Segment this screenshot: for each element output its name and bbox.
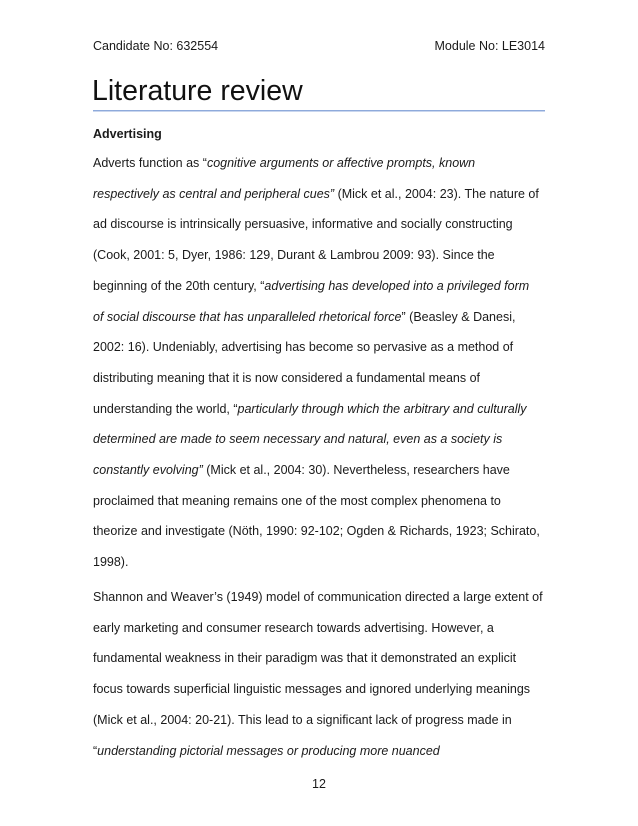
body-text: beginning of the 20th century, “: [93, 278, 265, 293]
italic-quote-text: understanding pictorial messages or producing more nuanced: [97, 743, 440, 758]
body-text: (Cook, 2001: 5, Dyer, 1986: 129, Durant & Lambrou 2009: 93). Since the: [93, 248, 495, 263]
body-text: (Mick et al., 2004: 20-21). This lead to a significant lack of progress made in: [93, 712, 512, 727]
module-number: Module No: LE3014: [434, 39, 545, 53]
body-text: 2002: 16). Undeniably, advertising has become so pervasive as a method of: [93, 340, 514, 355]
body-text: theorize and investigate (Nöth, 1990: 92-102; Ogden & Richards, 1923; Schirato,: [93, 524, 540, 539]
body-text: Adverts function as “: [93, 156, 207, 170]
text-line: [93, 743, 440, 759]
italic-quote-text: respectively as central and peripheral cues”: [93, 186, 335, 201]
text-line: [93, 278, 529, 294]
body-text: fundamental weakness in their paradigm was that it demonstrated an explicit: [93, 651, 517, 666]
text-line: [93, 523, 540, 539]
italic-quote-text: advertising has developed into a privileged form: [264, 278, 530, 293]
text-line: [93, 370, 480, 386]
body-text: focus towards superficial linguistic messages and ignored underlying meanings: [93, 682, 531, 697]
text-line: [93, 309, 515, 325]
section-title: Literature review: [92, 75, 303, 107]
page-number: 12: [312, 777, 326, 791]
body-text: early marketing and consumer research towards advertising. However, a: [93, 620, 494, 635]
text-line: [93, 216, 513, 232]
body-text: “: [93, 743, 98, 758]
body-text: Shannon and Weaver’s (1949) model of communication directed a large extent of: [93, 590, 543, 604]
candidate-number: Candidate No: 632554: [93, 39, 219, 53]
body-text: ad discourse is intrinsically persuasive, informative and socially constructing: [93, 217, 513, 232]
body-text: (Mick et al., 2004: 23). The nature of: [334, 186, 539, 201]
text-line: [93, 186, 539, 202]
italic-quote-text: determined are made to seem necessary and natural, even as a society is: [93, 432, 503, 447]
text-line: [93, 247, 495, 263]
text-line: [93, 681, 530, 697]
body-text: (Mick et al., 2004: 30). Nevertheless, researchers have: [202, 463, 510, 477]
italic-quote-text: constantly evolving”: [93, 463, 203, 477]
body-text: distributing meaning that it is now considered a fundamental means of: [93, 370, 481, 385]
text-line: [93, 554, 128, 570]
text-line: [93, 589, 543, 605]
body-text: 1998).: [93, 555, 129, 570]
text-line: [93, 712, 512, 728]
italic-quote-text: of social discourse that has unparalleled rhetorical force: [93, 309, 402, 324]
italic-quote-text: cognitive arguments or affective prompts, known: [206, 156, 476, 170]
title-underline: [93, 110, 545, 112]
text-line: [93, 155, 475, 171]
text-line: [93, 493, 501, 509]
text-line: [93, 462, 510, 478]
text-line: [93, 339, 513, 355]
italic-quote-text: particularly through which the arbitrary and culturally: [237, 401, 527, 416]
body-text: understanding the world, “: [93, 401, 238, 416]
text-line: [93, 620, 494, 636]
text-line: [93, 431, 502, 447]
text-line: [93, 401, 527, 417]
text-line: [93, 650, 516, 666]
body-text: ” (Beasley & Danesi,: [401, 309, 516, 324]
body-text: proclaimed that meaning remains one of the most complex phenomena to: [93, 493, 501, 508]
subheading-advertising: Advertising: [93, 127, 162, 141]
